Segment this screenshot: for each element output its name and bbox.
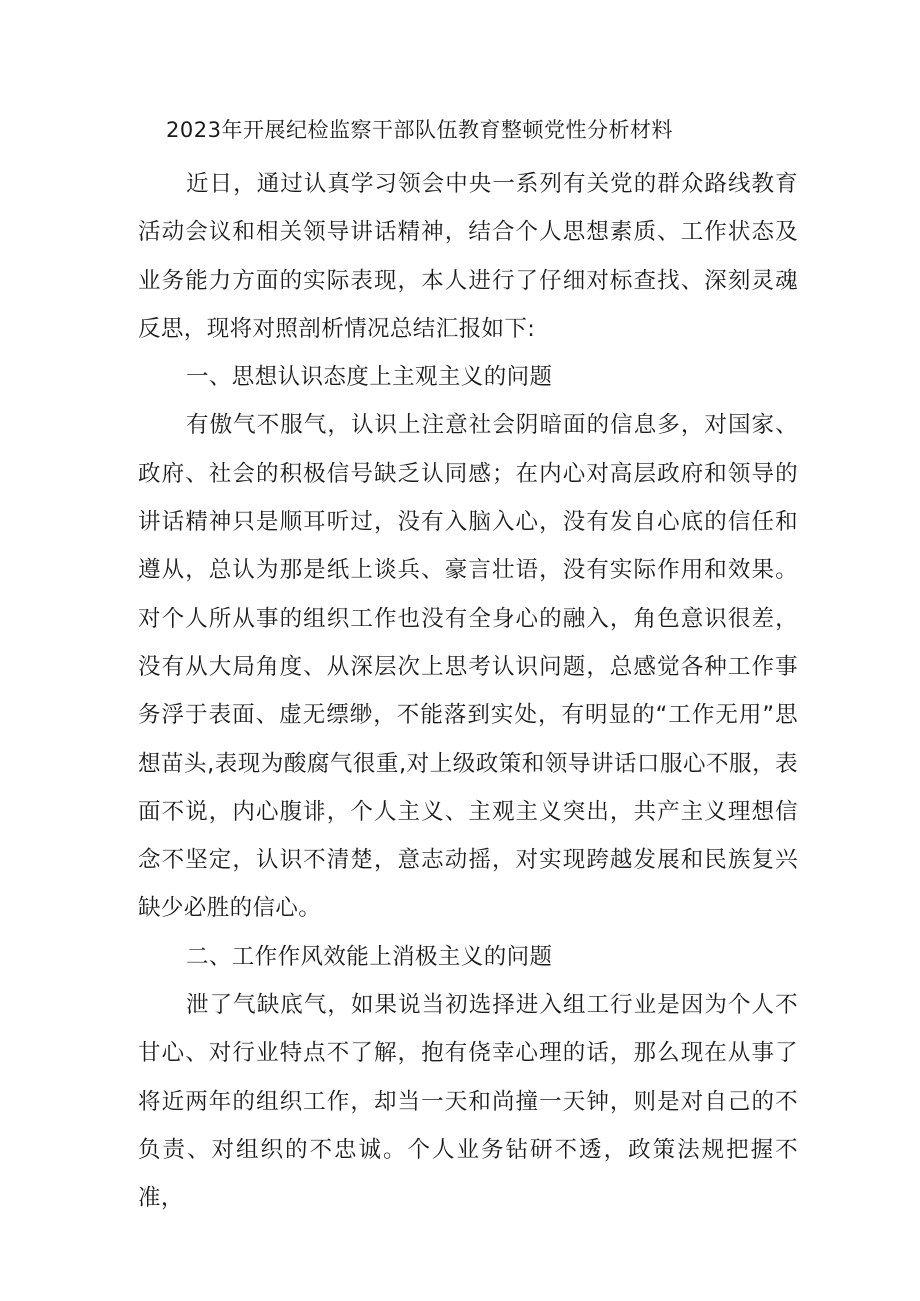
section-1-heading: 一、思想认识态度上主观主义的问题 [186,364,553,391]
section-2-heading: 二、工作作风效能上消极主义的问题 [186,943,553,970]
section-1-paragraph: 有傲气不服气，认识上注意社会阴暗面的信息多，对国家、政府、社会的积极信号缺乏认同感；在内心对高层政府和领导的讲话精神只是顺耳听过，没有入脑入心，没有发自心底的信任和遵从，总认为那是纸上谈兵、豪言壮语，没有实际作用和效果。对个人所从事的组织工作也没有全身心的融入，角色意识很差，没有从大局角度、从深层次上思考认识问题，总感觉各种工作事务浮于表面、虚无缥缈，不能落到实处，有明显的“工作无用”思想苗头,表现为酸腐气很重,对上级政策和领导讲话口服心不服，表面不说，内心腹诽，个人主义、主观主义突出，共产主义理想信念不坚定，认识不清楚，意志动摇，对实现跨越发展和民族复兴缺少必胜的信心。 [138,412,798,922]
document-body [138,110,798,1223]
intro-paragraph: 近日，通过认真学习领会中央一系列有关党的群众路线教育活动会议和相关领导讲话精神，结合个人思想素质、工作状态及业务能力方面的实际表现，本人进行了仔细对标查找、深刻灵魂反思，现将对照剖析情况总结汇报如下: [138,171,798,342]
document-title: 2023年开展纪检监察干部队伍教育整顿党性分析材料 [166,118,673,142]
section-2-paragraph: 泄了气缺底气，如果说当初选择进入组工行业是因为个人不甘心、对行业特点不了解，抱有侥幸心理的话，那么现在从事了将近两年的组织工作，却当一天和尚撞一天钟，则是对自己的不负责、对组织的不忠诚。个人业务钻研不透，政策法规把握不准， [138,992,798,1212]
